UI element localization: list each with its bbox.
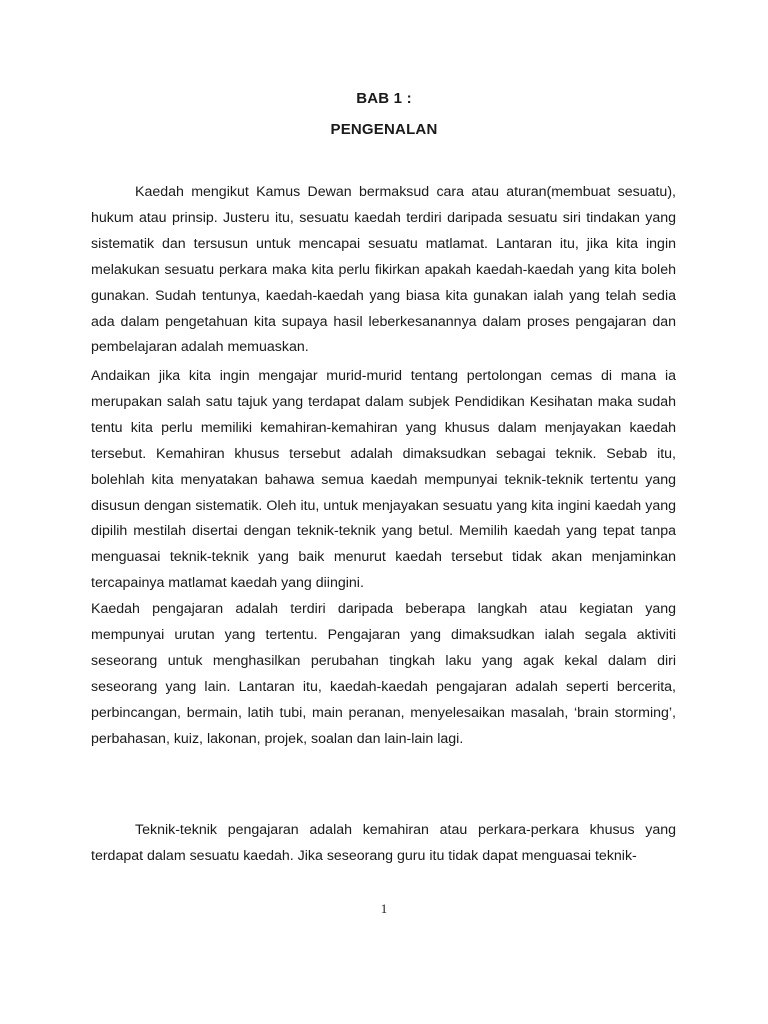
chapter-title-heading: PENGENALAN <box>330 121 438 138</box>
paragraph-1: Kaedah mengikut Kamus Dewan bermaksud cara atau aturan(membuat sesuatu), hukum atau prinsip. Justeru itu, sesuatu kaedah terdiri daripada sesuatu siri tindakan yang sistematik dan tersusun untuk mencapai sesuatu matlamat. Lantaran itu, jika kita ingin melakukan sesuatu perkara maka kita perlu fikirkan apakah kaedah-kaedah yang kita boleh gunakan. Sudah tentunya, kaedah-kaedah yang biasa kita gunakan ialah yang telah sedia ada dalam pengetahuan kita supaya hasil leberkesanannya dalam proses pengajaran dan pembelajaran adalah memuaskan. <box>91 184 676 356</box>
chapter-number-heading: BAB 1 : <box>356 90 412 107</box>
page-number: 1 <box>380 901 388 916</box>
paragraph-4: Teknik-teknik pengajaran adalah kemahiran atau perkara-perkara khusus yang terdapat dalam sesuatu kaedah. Jika seseorang guru itu tidak dapat menguasai teknik- <box>91 822 676 864</box>
paragraph-2: Andaikan jika kita ingin mengajar murid-murid tentang pertolongan cemas di mana ia merupakan salah satu tajuk yang terdapat dalam subjek Pendidikan Kesihatan maka sudah tentu kita perlu memiliki kemahiran-kemahiran yang khusus dalam menjayakan kaedah tersebut. Kemahiran khusus tersebut adalah dimaksudkan sebagai teknik. Sebab itu, bolehlah kita menyatakan bahawa semua kaedah mempunyai teknik-teknik tertentu yang disusun dengan sistematik. Oleh itu, untuk menjayakan sesuatu yang kita ingini kaedah yang dipilih mestilah disertai dengan teknik-teknik yang betul. Memilih kaedah yang tepat tanpa menguasai teknik-teknik yang baik menurut kaedah tersebut tidak akan menjaminkan tercapainya matlamat kaedah yang diingini. <box>91 368 676 592</box>
paragraph-3: Kaedah pengajaran adalah terdiri daripada beberapa langkah atau kegiatan yang mempunyai urutan yang tertentu. Pengajaran yang dimaksudkan ialah segala aktiviti seseorang untuk menghasilkan perubahan tingkah laku yang agak kekal dalam diri seseorang yang lain. Lantaran itu, kaedah-kaedah pengajaran adalah seperti bercerita, perbincangan, bermain, latih tubi, main peranan, menyelesaikan masalah, ‘brain storming’, perbahasan, kuiz, lakonan, projek, soalan dan lain-lain lagi. <box>91 601 676 747</box>
